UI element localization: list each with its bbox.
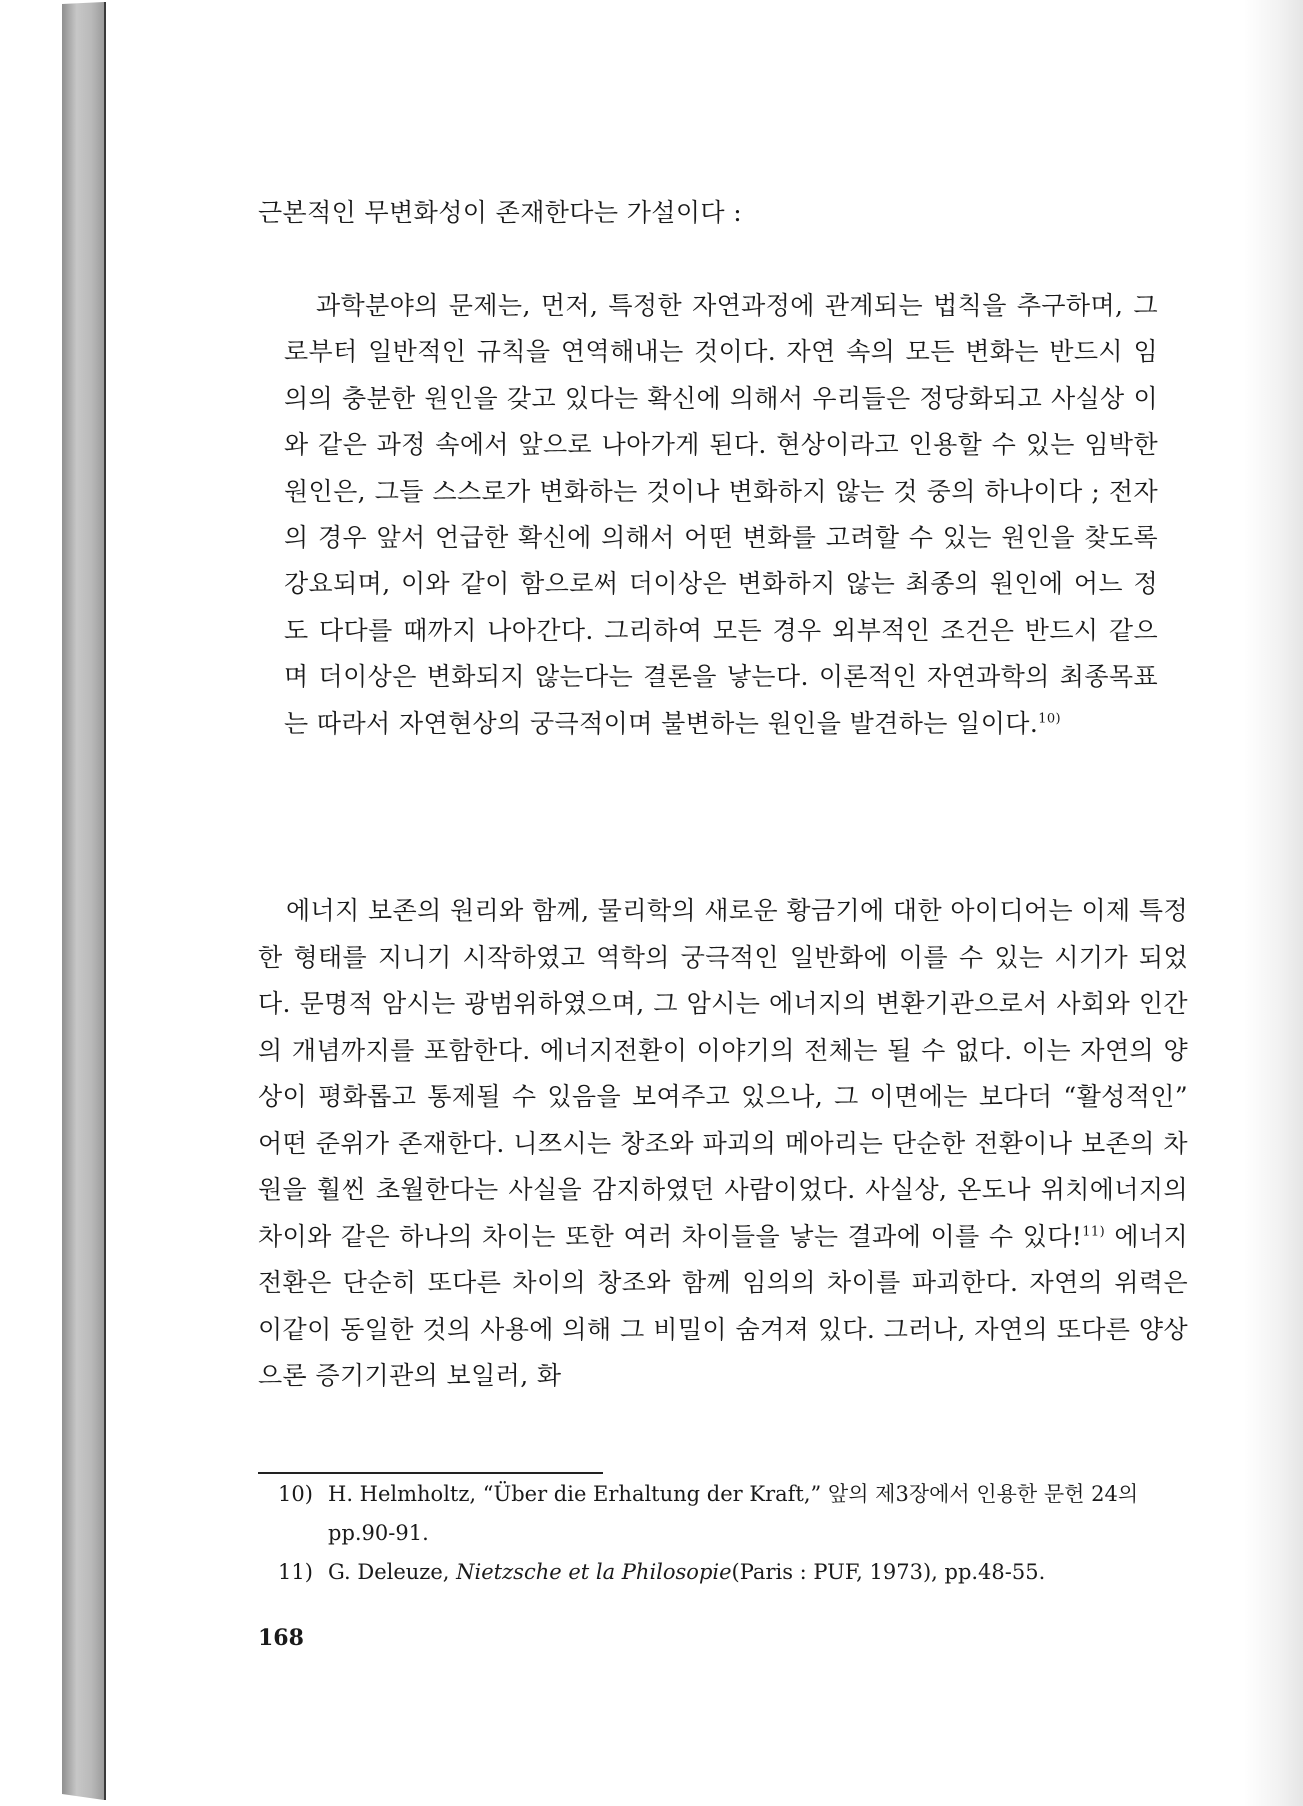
footnote-text: H. Helmholtz, “Über die Erhaltung der Kraft,” 앞의 제3장에서 인용한 문헌 24의 pp.90-91.	[328, 1482, 1139, 1545]
block-quote	[284, 283, 1158, 747]
footnotes	[258, 1475, 1188, 1592]
footnote-ref-10[interactable]: 10)	[1038, 711, 1062, 727]
footnote-publication: (Paris : PUF, 1973), pp.48-55.	[731, 1560, 1046, 1584]
footnote-10	[258, 1475, 1188, 1553]
footnote-ref-11[interactable]: 11)	[1082, 1224, 1106, 1240]
main-text-part1: 에너지 보존의 원리와 함께, 물리학의 새로운 황금기에 대한 아이디어는 이제 특정한 형태를 지니기 시작하였고 역학의 궁극적인 일반화에 이를 수 있는 시기가 되었다. 문명적 암시는 광범위하였으며, 그 암시는 에너지의 변환기관으로서 사회와 인간의 개념까지를 포함한다. 에너지전환이 이야기의 전체는 될 수 없다. 이는 자연의 양상이 평화롭고 통제될 수 있음을 보여주고 있으나, 그 이면에는 보다더 “활성적인” 어떤 준위가 존재한다. 니쯔시는 창조와 파괴의 메아리는 단순한 전환이나 보존의 차원을 훨씬 초월한다는 사실을 감지하였던 사람이었다. 사실상, 온도나 위치에너지의 차이와 같은 하나의 차이는 또한 여러 차이들을 낳는 결과에 이를 수 있다!	[258, 896, 1188, 1251]
quote-paragraph	[284, 283, 1158, 747]
page-number: 168	[258, 1625, 304, 1651]
opening-line: 근본적인 무변화성이 존재한다는 가설이다 :	[258, 198, 743, 227]
footnote-number: 11)	[278, 1560, 313, 1584]
footnote-author: G. Deleuze,	[328, 1560, 457, 1584]
footnote-11	[258, 1553, 1188, 1592]
main-paragraph	[258, 888, 1188, 1400]
footnote-divider	[258, 1472, 603, 1474]
footnote-text	[328, 1560, 1045, 1584]
quote-text: 과학분야의 문제는, 먼저, 특정한 자연과정에 관계되는 법칙을 추구하며, 그로부터 일반적인 규칙을 연역해내는 것이다. 자연 속의 모든 변화는 반드시 임의의 충분한 원인을 갖고 있다는 확신에 의해서 우리들은 정당화되고 사실상 이와 같은 과정 속에서 앞으로 나아가게 된다. 현상이라고 인용할 수 있는 임박한 원인은, 그들 스스로가 변화하는 것이나 변화하지 않는 것 중의 하나이다 ; 전자의 경우 앞서 언급한 확신에 의해서 어떤 변화를 고려할 수 있는 원인을 찾도록 강요되며, 이와 같이 함으로써 더이상은 변화하지 않는 최종의 원인에 어느 정도 다다를 때까지 나아간다. 그리하여 모든 경우 외부적인 조건은 반드시 같으며 더이상은 변화되지 않는다는 결론을 낳는다. 이론적인 자연과학의 최종목표는 따라서 자연현상의 궁극적이며 불변하는 원인을 발견하는 일이다.	[284, 291, 1158, 738]
footnote-number: 10)	[278, 1482, 313, 1506]
main-text-part2: 에너지 전환은 단순히 또다른 차이의 창조와 함께 임의의 차이를 파괴한다. 자연의 위력은 이같이 동일한 것의 사용에 의해 그 비밀이 숨겨져 있다. 그러나, 자연의 또다른 양상으론 증기기관의 보일러, 화	[258, 1221, 1189, 1390]
page-edge-shadow	[1243, 0, 1303, 1806]
footnote-title: Nietzsche et la Philosopie	[456, 1560, 732, 1584]
book-spine	[62, 2, 104, 1800]
